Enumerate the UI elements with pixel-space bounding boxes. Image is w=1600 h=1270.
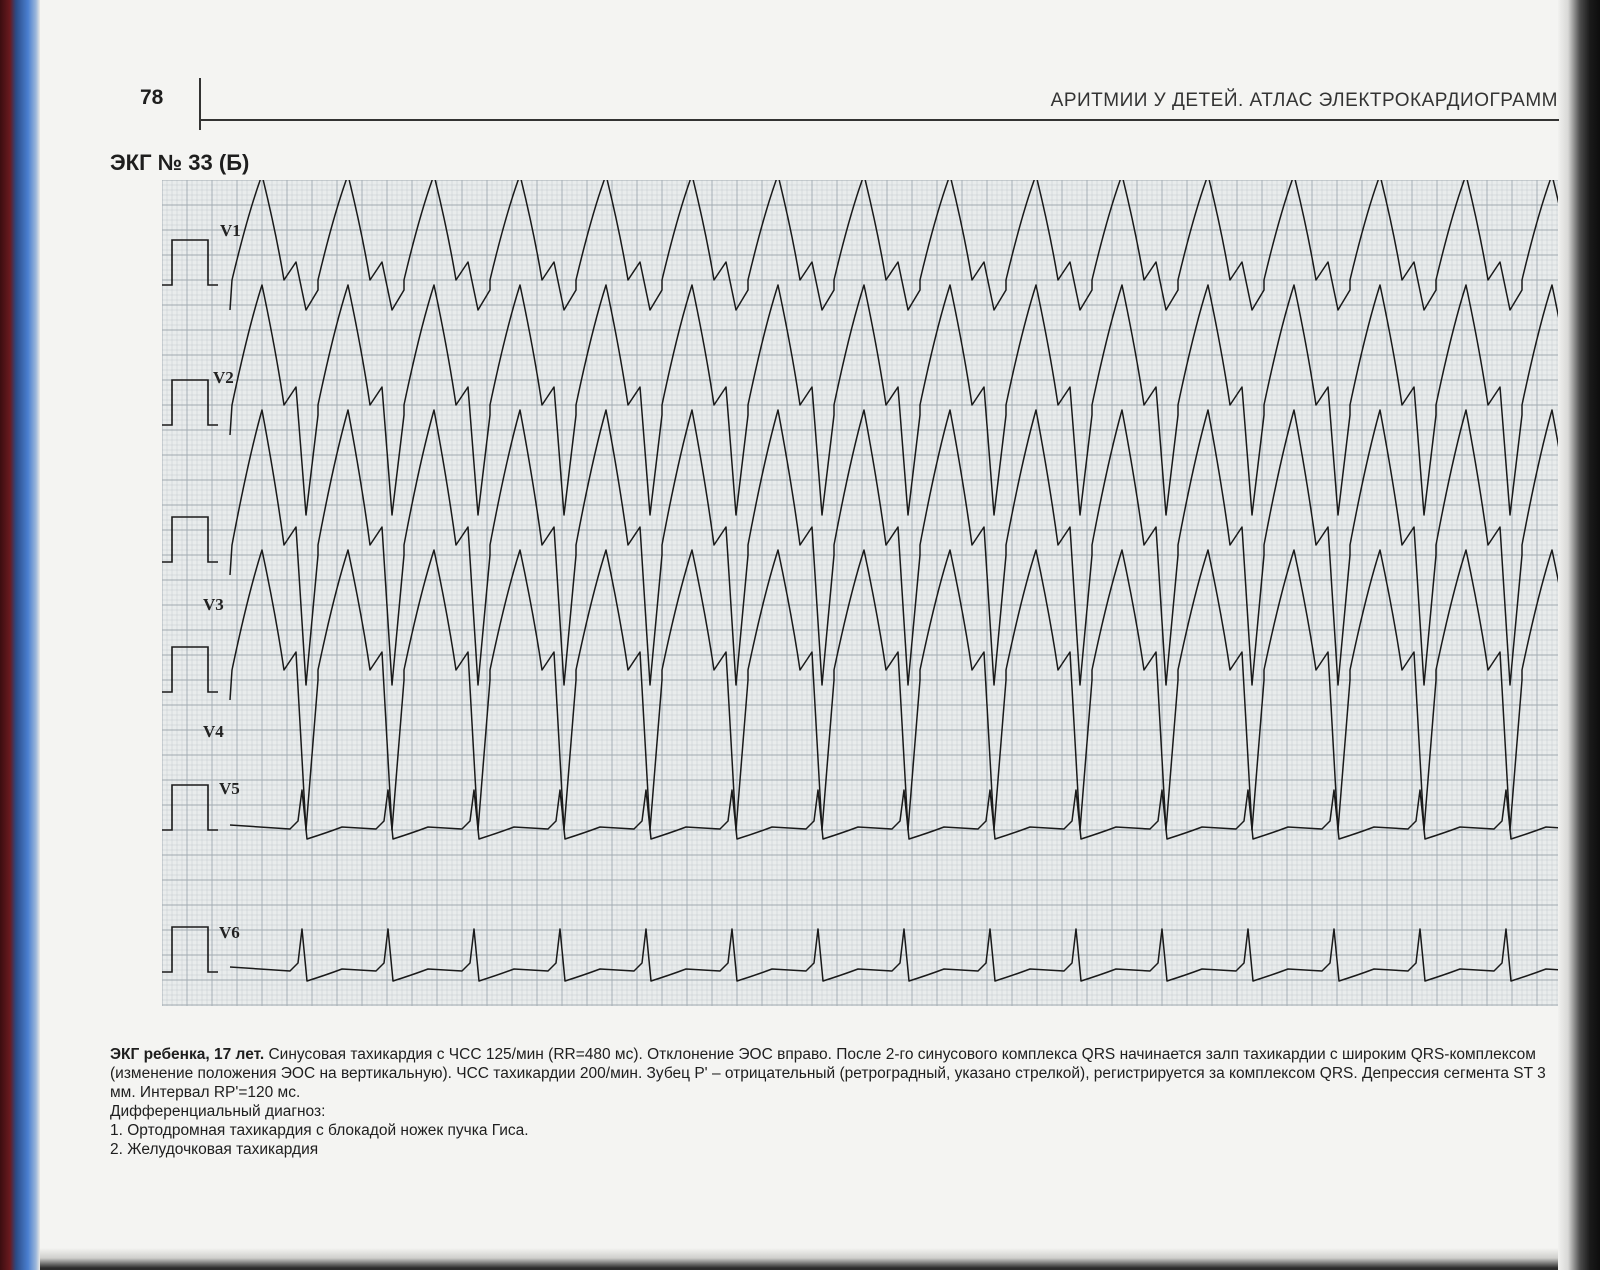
lead-label-v5: V5 bbox=[219, 779, 240, 798]
caption-text: Синусовая тахикардия с ЧСС 125/мин (RR=480 мс). Отклонение ЭОС вправо. После 2-го синусового комплекса QRS начинается залп тахикардии с широким QRS-комплексом (изменение положения ЭОС на вертикальную). ЧСС тахикардии 200/мин. Зубец P' – отрицательный (ретроградный, указано стрелкой), регистрируется за комплексом QRS. Депрессия сегмента ST 3 мм. Интервал RP'=120 мс. bbox=[110, 1046, 1546, 1101]
page-number: 78 bbox=[140, 86, 164, 109]
ecg-strip bbox=[162, 180, 1558, 1006]
lead-label-v4: V4 bbox=[203, 722, 224, 741]
header-horizontal-rule bbox=[199, 119, 1559, 121]
running-title: АРИТМИИ У ДЕТЕЙ. АТЛАС ЭЛЕКТРОКАРДИОГРАММ bbox=[1050, 90, 1558, 111]
diagnosis-item-1: 1. Ортодромная тахикардия с блокадой ножек пучка Гиса. bbox=[110, 1122, 529, 1139]
diagnosis-heading: Дифференциальный диагноз: bbox=[110, 1103, 326, 1120]
lead-label-v1: V1 bbox=[220, 221, 241, 240]
book-edge-bottom bbox=[40, 1248, 1558, 1270]
lead-label-v3: V3 bbox=[203, 595, 224, 614]
book-edge-right bbox=[1558, 0, 1600, 1270]
caption-lead-in: ЭКГ ребенка, 17 лет. bbox=[110, 1046, 265, 1063]
figure-caption bbox=[110, 1045, 1558, 1159]
diagnosis-item-2: 2. Желудочковая тахикардия bbox=[110, 1141, 319, 1158]
lead-label-v6: V6 bbox=[219, 923, 240, 942]
book-spine-left bbox=[0, 0, 40, 1270]
header-vertical-rule bbox=[199, 78, 201, 130]
lead-label-v2: V2 bbox=[213, 368, 234, 387]
ecg-title: ЭКГ № 33 (Б) bbox=[110, 150, 250, 175]
caption-paragraph bbox=[110, 1045, 1558, 1102]
grid-background bbox=[162, 180, 1558, 1006]
